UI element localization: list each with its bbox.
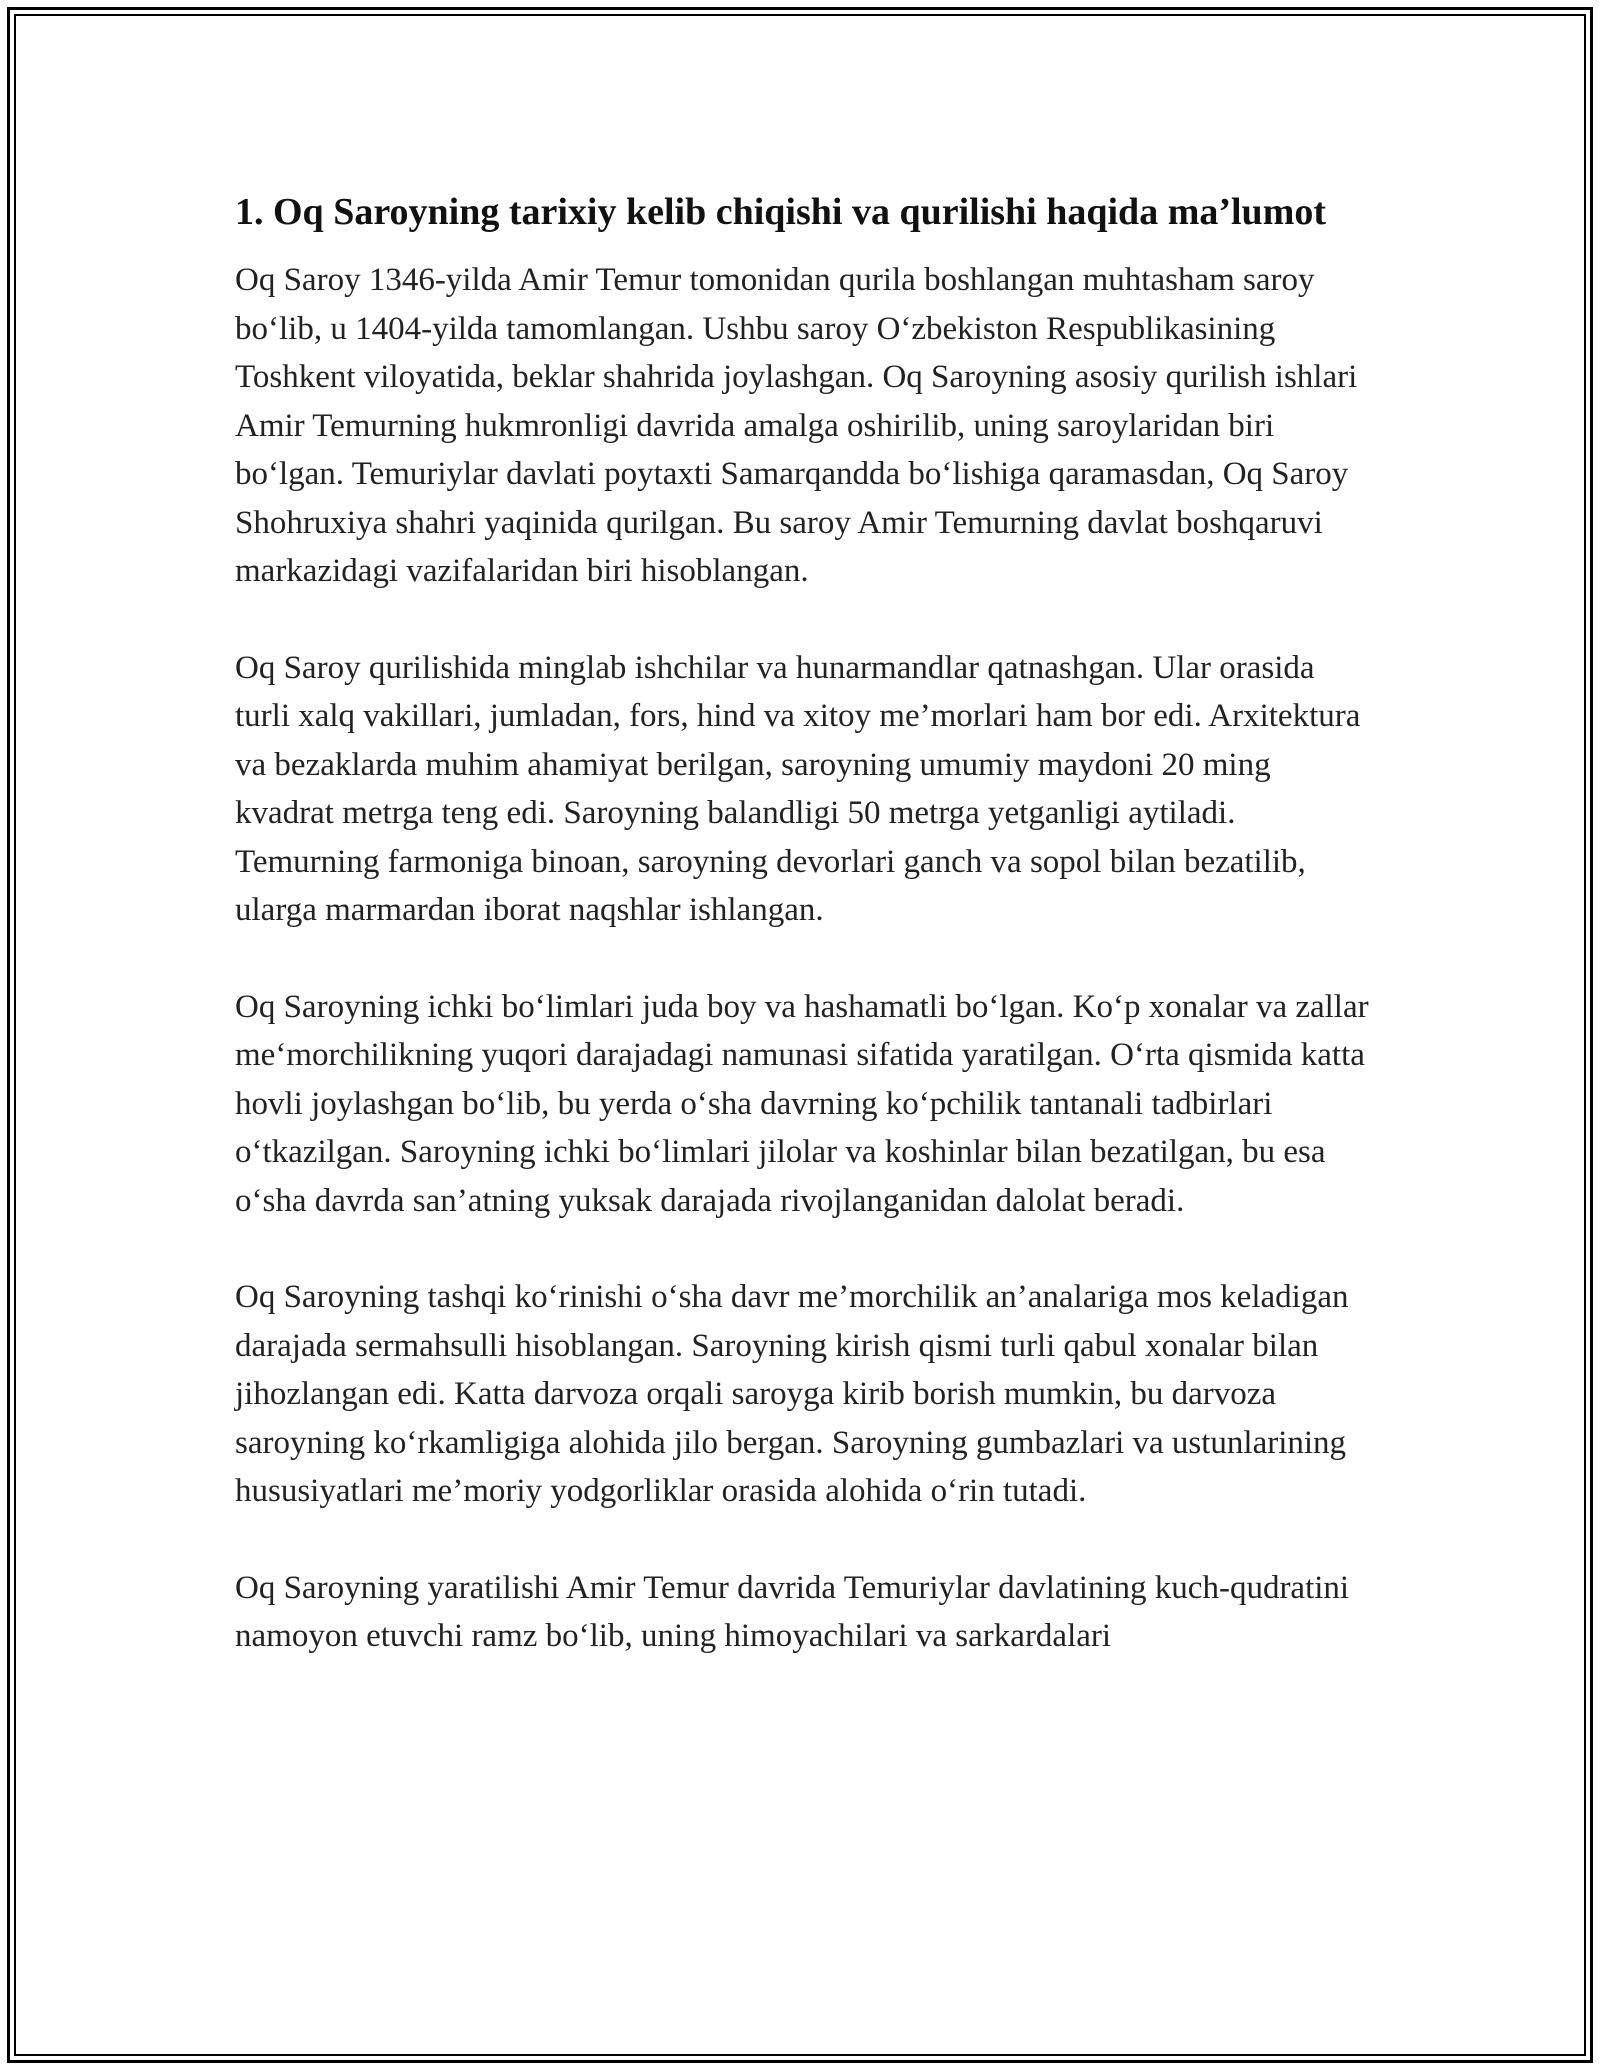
document-title: 1. Oq Saroyning tarixiy kelib chiqishi va qurilishi haqida ma’lumot (235, 191, 1326, 233)
document-page (235, 185, 1375, 1709)
paragraph-4: Oq Saroyning tashqi ko‘rinishi o‘sha davr me’morchilik an’analariga mos keladigan darajada sermahsulli hisoblangan. Saroyning kirish qismi turli qabul xonalar bilan jihozlangan edi. Katta darvoza orqali saroyga kirib borish mumkin, bu darvoza saroyning ko‘rkamligiga alohida jilo bergan. Saroyning gumbazlari va ustunlarining hususiyatlari me’moriy yodgorliklar orasida alohida o‘rin tutadi. (235, 1279, 1349, 1509)
paragraph-1: Oq Saroy 1346-yilda Amir Temur tomonidan qurila boshlangan muhtasham saroy bo‘lib, u 1404-yilda tamomlangan. Ushbu saroy O‘zbekiston Respublikasining Toshkent viloyatida, beklar shahrida joylashgan. Oq Saroyning asosiy qurilish ishlari Amir Temurning hukmronligi davrida amalga oshirilib, uning saroylaridan biri bo‘lgan. Temuriylar davlati poytaxti Samarqandda bo‘lishiga qaramasdan, Oq Saroy Shohruxiya shahri yaqinida qurilgan. Bu saroy Amir Temurning davlat boshqaruvi markazidagi vazifalaridan biri hisoblangan. (235, 262, 1358, 589)
paragraph-3: Oq Saroyning ichki bo‘limlari juda boy va hashamatli bo‘lgan. Ko‘p xonalar va zallar me‘morchilikning yuqori darajadagi namunasi sifatida yaratilgan. O‘rta qismida katta hovli joylashgan bo‘lib, bu yerda o‘sha davrning ko‘pchilik tantanali tadbirlari o‘tkazilgan. Saroyning ichki bo‘limlari jilolar va koshinlar bilan bezatilgan, bu esa o‘sha davrda san’atning yuksak darajada rivojlanganidan dalolat beradi. (235, 988, 1369, 1219)
paragraph-2: Oq Saroy qurilishida minglab ishchilar va hunarmandlar qatnashgan. Ular orasida turli xalq vakillari, jumladan, fors, hind va xitoy me’morlari ham bor edi. Arxitektura va bezaklarda muhim ahamiyat berilgan, saroyning umumiy maydoni 20 ming kvadrat metrga teng edi. Saroyning balandligi 50 metrga yetganligi aytiladi. Temurning farmoniga binoan, saroyning devorlari ganch va sopol bilan bezatilib, ularga marmardan iborat naqshlar ishlangan. (235, 649, 1361, 928)
paragraph-5: Oq Saroyning yaratilishi Amir Temur davrida Temuriylar davlatining kuch-qudratini namoyon etuvchi ramz bo‘lib, uning himoyachilari va sarkardalari (235, 1569, 1350, 1654)
